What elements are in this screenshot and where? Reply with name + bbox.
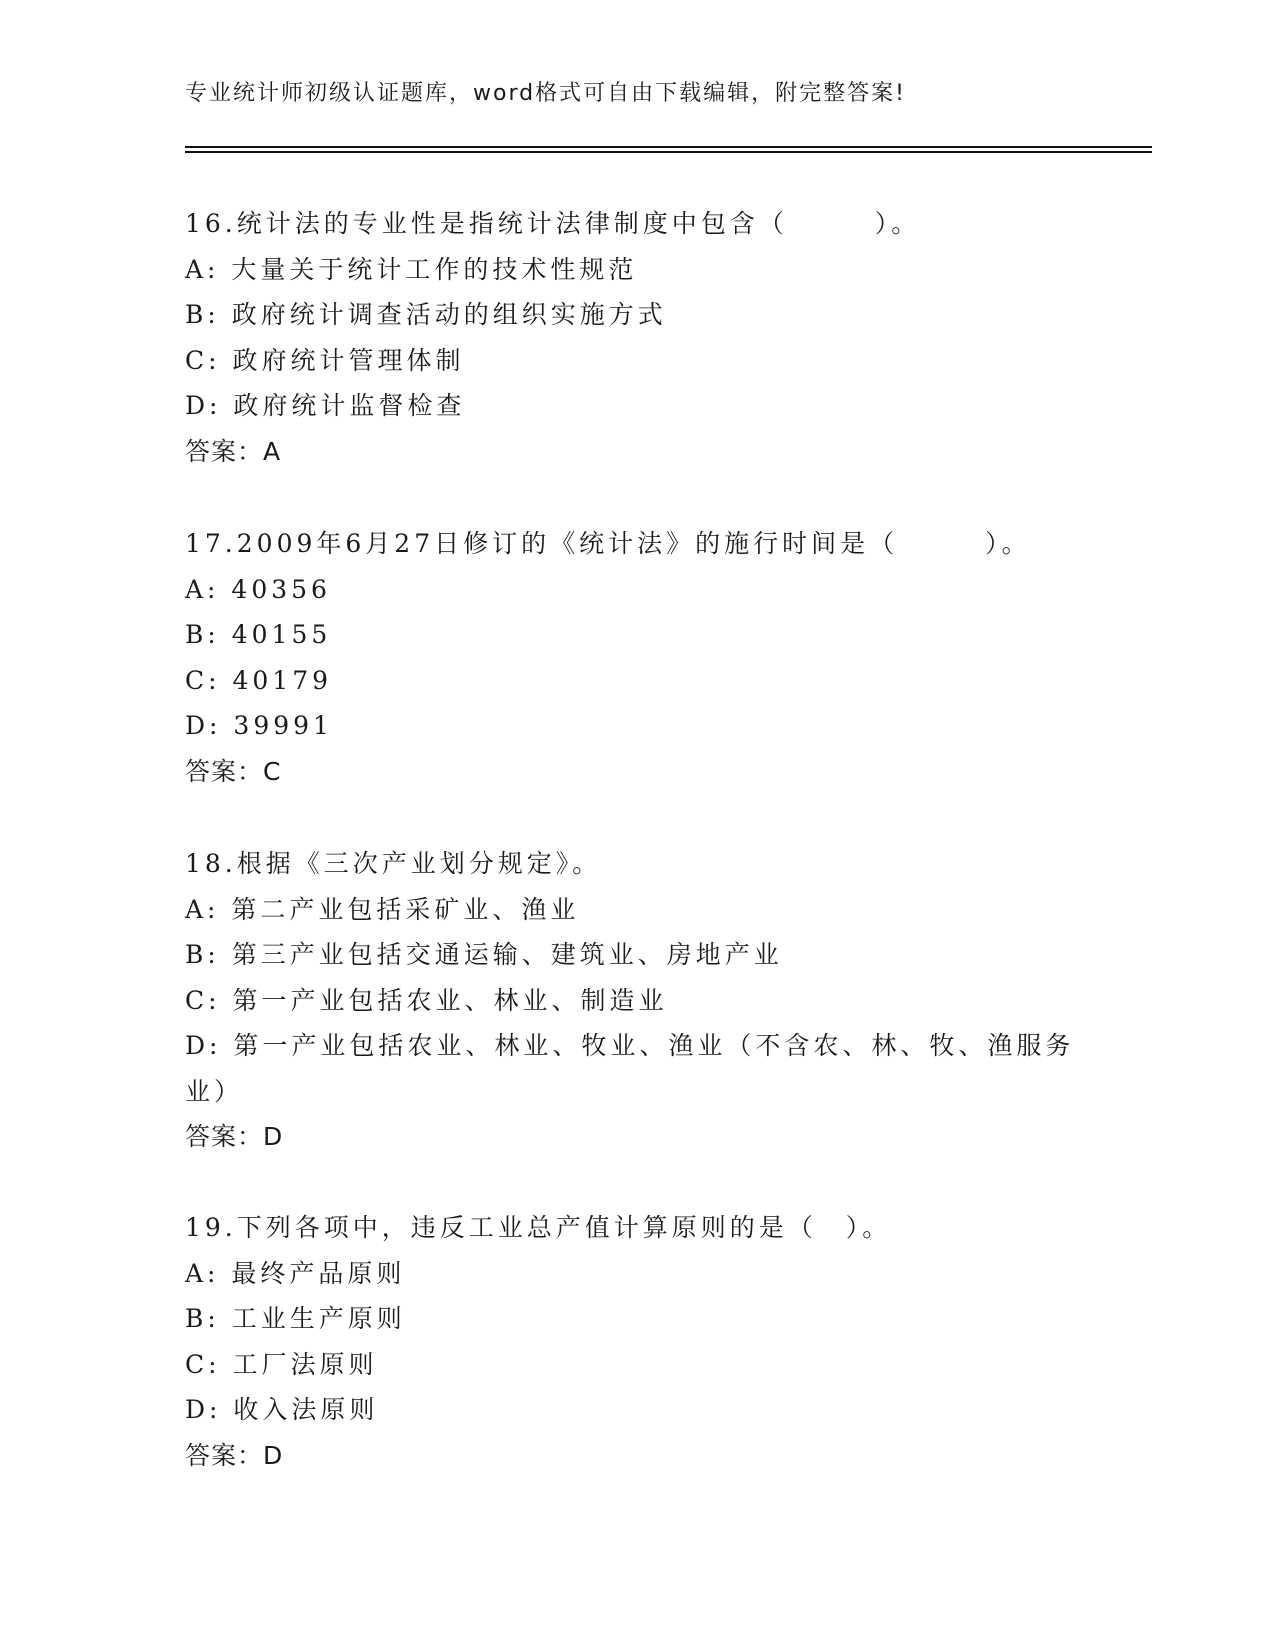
option-d: D: 第一产业包括农业、林业、牧业、渔业（不含农、林、牧、渔服务业） [185, 1031, 1075, 1106]
option-c: C: 政府统计管理体制 [185, 345, 465, 375]
question-18 [185, 841, 1085, 1160]
document-header: 专业统计师初级认证题库，word格式可自由下载编辑，附完整答案! [185, 81, 906, 106]
option-b: B: 政府统计调查活动的组织实施方式 [185, 300, 667, 329]
answer: 答案：A [185, 436, 282, 466]
answer: 答案：C [185, 756, 282, 786]
question-stem: 16.统计法的专业性是指统计法律制度中包含（ ）。 [185, 209, 921, 238]
option-c: C: 40179 [185, 665, 333, 695]
option-b: B: 工业生产原则 [185, 1304, 406, 1333]
answer: 答案：D [185, 1122, 284, 1151]
question-stem: 17.2009年6月27日修订的《统计法》的施行时间是（ ）。 [185, 529, 1031, 558]
option-a: A: 最终产品原则 [185, 1258, 406, 1288]
question-17 [185, 521, 1085, 794]
option-d: D: 39991 [185, 711, 333, 740]
question-stem: 18.根据《三次产业划分规定》。 [185, 849, 602, 878]
header-divider-bottom [185, 151, 1152, 153]
option-d: D: 收入法原则 [185, 1395, 379, 1424]
option-a: A: 大量关于统计工作的技术性规范 [185, 254, 638, 284]
answer: 答案：D [185, 1440, 284, 1470]
question-19 [185, 1205, 1085, 1478]
option-a: A: 40356 [185, 574, 331, 604]
header-divider-top [185, 146, 1152, 148]
option-c: C: 工厂法原则 [185, 1349, 378, 1379]
option-a: A: 第二产业包括采矿业、渔业 [185, 894, 580, 924]
option-b: B: 40155 [185, 620, 332, 649]
question-stem: 19.下列各项中，违反工业总产值计算原则的是（ ）。 [185, 1213, 892, 1242]
option-c: C: 第一产业包括农业、林业、制造业 [185, 985, 668, 1015]
option-b: B: 第三产业包括交通运输、建筑业、房地产业 [185, 940, 783, 969]
question-16 [185, 201, 1085, 474]
option-d: D: 政府统计监督检查 [185, 391, 466, 420]
